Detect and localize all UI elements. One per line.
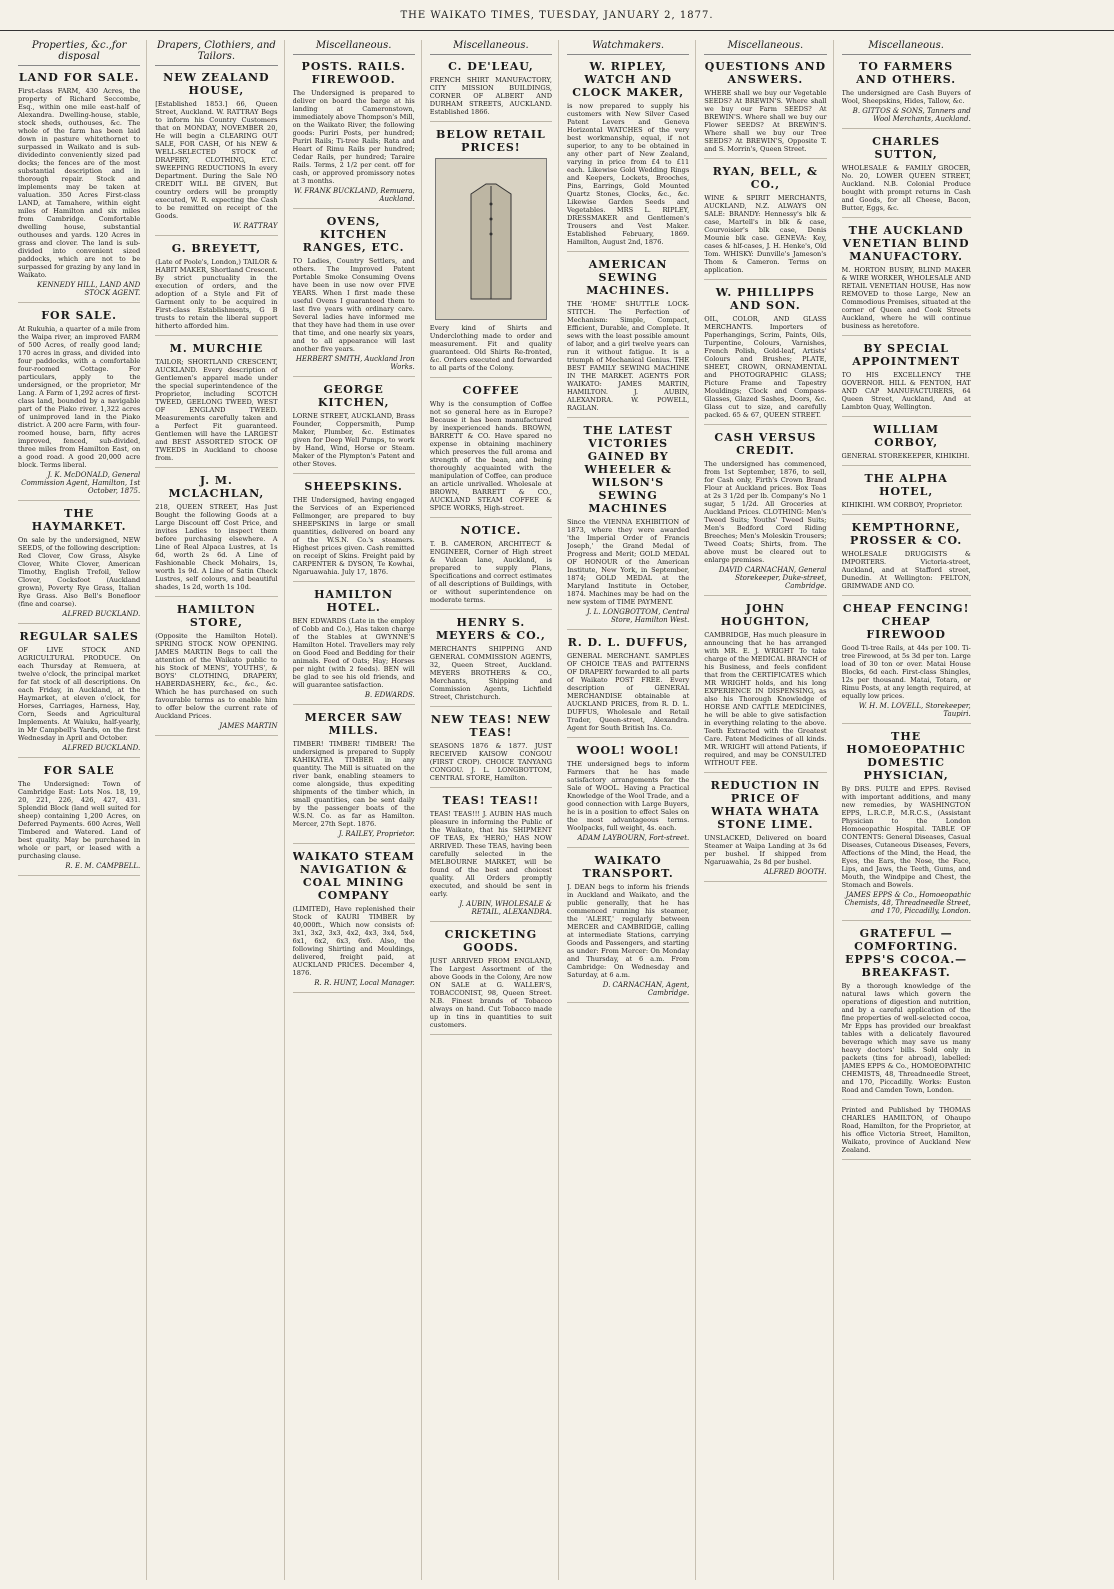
advertisement-body: M. HORTON BUSBY, BLIND MAKER & WIRE WORKER, WHOLESALE AND RETAIL VENETIAN HOUSE, Has now REMOVED to those Large, New an Commodious Premises, situated at the corner of Queen and Cook Streets Auckland, where he will continue business as heretofore. [841,266,971,330]
advertisement [842,342,971,417]
advertisement [567,636,689,738]
advertisement-body: FRENCH SHIRT MANUFACTORY, CITY MISSION BUILDINGS, CORNER OF ALBERT AND DURHAM STREETS, AUCKLAND. Established 1866. [429,76,552,116]
advertisement-body: LORNE STREET, AUCKLAND, Brass Founder, Coppersmith, Pump Maker, Plumber, &c. Estimates given for Deep Well Pumps, to work by Hand, Wind, Horse or Steam. Maker of the Plympton's Patent and other Stoves. [292,412,415,468]
advertisement-title: THE AUCKLAND VENETIAN BLIND MANUFACTORY. [842,224,970,263]
advertisement-signature: ADAM LAYBOURN, Fort-street. [577,834,690,842]
advertisement-title: WAIKATO TRANSPORT. [582,854,674,880]
advertisement [293,480,415,582]
advertisement-body: GENERAL MERCHANT. SAMPLES OF CHOICE TEAS and PATTERNS OF DRAPERY forwarded to all parts of Waikato POST FREE. Every description of GENERAL MERCHANDISE obtainable at AUCKLAND PRICES, from R. D. L. DUFFUS, Wholesale and Retail Trader, Queen-street, Alexandra. Agent for South British Ins. Co. [567,652,690,732]
advertisement [704,431,826,596]
advertisement-signature: HERBERT SMITH, Auckland Iron Works. [295,355,415,371]
advertisement-body: TO Ladies, Country Settlers, and others. The Improved Patent Portable Smoke Consuming Ovens have been in use now over FIVE YEARS. When I first made these useful Ovens I guaranteed them to last five years with ordinary care. Several ladies have informed me that they have had them in use over that time, and one nearly six years, and to all appearance will last another five years. [292,257,415,353]
advertisement-title: POSTS. RAILS. FIREWOOD. [301,60,406,86]
advertisement [430,928,552,1035]
advertisement-body: Every kind of Shirts and Underclothing made to order and measurement. Fit and quality guaranteed. Old Shirts Re-fronted, &c. Orders executed and forwarded to all parts of the Colony. [429,324,552,372]
advertisement [842,730,971,921]
advertisement-title: LAND FOR SALE. [18,71,140,84]
advertisement [567,258,689,418]
advertisement-body: By a thorough knowledge of the natural laws which govern the operations of digestion and nutrition, and by a careful application of the fine properties of well-selected cocoa, Mr Epps has provided our breakfast tables with a delicately flavoured beverage which may save us many heavy doctors' bills. Sold only in packets (tins for abroad), labelled: JAMES EPPS & Co., HOMOEOPATHIC CHEMISTS, 48, Threadneedle Street, and 170, Piccadilly. Works: Euston Road and Camden Town, London. [841,982,971,1094]
advertisement-title: RYAN, BELL, & CO., [712,165,818,191]
advertisement-body: J. DEAN begs to inform his friends in Auckland and Waikato, and the public generally, that he has commenced running his steamer, the 'ALERT,' regularly between MERCER and CAMBRIDGE, calling at intermediate Stations, carrying Goods and Passengers, and starting as under: From Mercer: On Monday and Thursday, at 6 a.m. From Cambridge: On Wednesday and Saturday, at 6 a.m. [567,883,690,979]
advertisement-title: HAMILTON HOTEL. [314,588,394,614]
advertisement-title: NEW ZEALAND HOUSE, [163,71,270,97]
advertisement [704,60,826,159]
column-3 [293,40,422,1580]
advertisement-signature: ALFRED BOOTH. [763,868,827,876]
advertisement [567,424,689,630]
advertisement-title: HENRY S. MEYERS & CO., [435,616,546,642]
advertisement-body: On sale by the undersigned, NEW SEEDS, of the following description: Red Clover, Cow Grass, Alsyke Clover, White Clover, American Timothy, English Trefoil, Yellow Clover, Cocksfoot (Auckland grown), Poverty Rye Grass, Italian Rye Grass. Also Bell's Bonefloor (fine and coarse). [18,536,141,608]
advertisement-body: CAMBRIDGE, Has much pleasure in announcing that he has arranged with MR. E. J. WRIGHT To take charge of the MEDICAL BRANCH of his Business, and feels confident that from the CERTIFICATES which MR WRIGHT holds, and his long EXPERIENCE IN DISPENSING, as also his Thorough Knowledge of HORSE AND CATTLE MEDICINES, he will be able to give satisfaction in everything relating to the above. Teeth Extracted with the Greatest Care. Patent Medicines of all kinds. MR. WRIGHT will attend Patients, if required, and may be CONSULTED WITHOUT FEE. [704,631,827,767]
advertisement-title: SHEEPSKINS. [304,480,403,493]
advertisement-title: MERCER SAW MILLS. [304,711,403,737]
advertisement [842,423,971,466]
advertisement-title: AMERICAN SEWING MACHINES. [586,258,671,297]
advertisement-body: By DRS. PULTE and EPPS. Revised with important additions, and many new remedies, by WASHINGTON EPPS, L.R.C.P., M.R.C.S., (Assistant Physician to the London Homoeopathic Hospital. TABLE OF CONTENTS: General Diseases, Casual Diseases, Cutaneous Diseases, Fevers, Affections of the Mind, the Head, the Eyes, the Ears, the Nose, the Face, Lips, and Jaws, the Teeth, Gums, and Mouth, the Windpipe and Chest, the Stomach and Bowels. [841,785,971,889]
advertisement-body: OIL, COLOR, AND GLASS MERCHANTS. Importers of Paperhangings, Scrim, Paints, Oils, Turpentine, Colours, Varnishes, French Polish, Gold-leaf, Artists' Colours and Brushes; PLATE, SHEET, CROWN, ORNAMENTAL and PHOTOGRAPHIC GLASS; Picture Frame and Tapestry Mouldings; Clock and Compass-Glasses, Glazed Sashes, Doors, &c. Glass cut to size, and carefully packed. 65 & 67, QUEEN STREET. [704,315,827,419]
advertisement [704,602,826,773]
advertisement-title: FOR SALE. [41,309,118,322]
advertisement [704,286,826,425]
advertisement-signature: KENNEDY HILL, LAND AND STOCK AGENT. [37,281,141,297]
advertisement-body: GENERAL STOREKEEPER, KIHIKIHI. [841,452,970,460]
advertisement-title: KEMPTHORNE, PROSSER & CO. [849,521,963,547]
advertisement [567,60,689,252]
advertisement-title: THE LATEST VICTORIES GAINED BY WHEELER & WILSON'S SEWING MACHINES [583,424,673,515]
shirt-icon [461,174,521,304]
advertisement [704,165,826,280]
advertisement-body: WHOLESALE & FAMILY GROCER, No. 20, LOWER QUEEN STREET, Auckland. N.B. Colonial Produce bought with prompt returns in Cash and Goods, for all Cheese, Bacon, Butter, Eggs, &c. [841,164,971,212]
advertisement-title: REGULAR SALES [19,630,139,643]
column-heading: Properties, &c.,for disposal [18,40,140,66]
advertisement-title: COFFEE [462,384,520,397]
advertisement [18,630,140,758]
advertisement-title: FOR SALE [43,764,115,777]
advertisement-title: NOTICE. [460,524,522,537]
advertisement [430,524,552,610]
advertisement-signature: B. EDWARDS. [364,691,415,699]
advertisement-body: The Undersigned is prepared to deliver on board the barge at his landing at Cameronstown, immediately above Thompson's Mill, on the Waikato River, the following goods: Puriri Posts, per hundred; Puriri Rails; Ti-tree Rails; Rata and Heart of Rimu Rails per hundred; Cedar Rails, per hundred; Taraire Rails. Terms, 2 1/2 per cent. off for cash, or approved promissory notes at 3 months. [292,89,415,185]
column-heading: Watchmakers. [567,40,689,55]
column-heading: Miscellaneous. [293,40,415,55]
advertisement-title: BELOW RETAIL PRICES! [436,128,546,154]
column-7 [842,40,971,1580]
advertisement-signature: JAMES EPPS & Co., Homoeopathic Chemists, 48, Threadneedle Street, and 170, Piccadilly, London. [844,891,971,915]
advertisement-title: CRICKETING GOODS. [444,928,538,954]
advertisement-title: GRATEFUL — COMFORTING. EPPS'S COCOA.—BREAKFAST. [845,927,968,979]
advertisement-body: THE undersigned begs to inform Farmers that he has made satisfactory arrangements for the Sale of WOOL. Having a Practical Knowledge of the Wool Trade, and a good connection with Large Buyers, he is in a position to effect Sales on the most advantageous terms. Woolpacks, full weight, 4s. each. [567,760,690,832]
advertisement-body: At Rukuhia, a quarter of a mile from the Waipa river, an improved FARM of 500 Acres, of really good land; 170 acres in grass, and divided into four paddocks, with a comfortable four-roomed Cottage. For particulars, apply to the undersigned, or the proprietor, Mr Lang. A Farm of 1,292 acres of first-class land, bounded by a navigable part of the Piako river. 1,322 acres of unimproved land in the Piako district. A 200 acre Farm, with four-roomed house, barn, fifty acres improved, fenced, sub-divided, three miles from Hamilton East, on a good road. A good 20,000 acre block. Terms liberal. [18,325,141,469]
advertisement-signature: ALFRED BUCKLAND. [62,610,141,618]
advertisement-body: TAILOR; SHORTLAND CRESCENT, AUCKLAND. Every description of Gentlemen's apparel made under the special superintendence of the Proprietor, including SCOTCH TWEED, GEELONG TWEED, WEST OF ENGLAND TWEED. Measurements carefully taken and a Perfect Fit guaranteed. Gentlemen will have the LARGEST and BEST ASSORTED STOCK OF TWEEDS in Auckland to choose from. [155,358,278,462]
advertisement-body: WHOLESALE DRUGGISTS & IMPORTERS. Victoria-street, Auckland, and at Stafford street, Dunedin. At Wellington: FELTON, GRIMWADE AND CO. [841,550,971,590]
advertisement-title: REDUCTION IN PRICE OF WHATA WHATA STONE LIME. [710,779,821,831]
advertisement [293,383,415,474]
advertisement-title: R. D. L. DUFFUS, [567,636,689,649]
column-5 [567,40,696,1580]
column-heading: Drapers, Clothiers, and Tailors. [155,40,277,66]
advertisement-signature: J. L. LONGBOTTOM, Central Store, Hamilton West. [586,608,690,624]
advertisement-body: THE 'HOME' SHUTTLE LOCK-STITCH. The Perfection of Mechanism: Simple, Compact, Efficient, Durable, and Complete. It sews with the least possible amount of labor, and a girl twelve years can run it without fatigue. It is a triumph of Mechanical Genius. THE BEST FAMILY SEWING MACHINE IN THE MARKET. AGENTS FOR WAIKATO: JAMES MARTIN, HAMILTON. J. AUBIN, ALEXANDRA. W. POWELL, RAGLAN. [567,300,690,412]
advertisement-body: BEN EDWARDS (Late in the employ of Cobb and Co.), Has taken charge of the Stables at GWYNNE'S Hamilton Hotel. Travellers may rely on Good Feed and Bedding for their animals. Feed of Oats; Hay; Horses per night (with 2 feeds). BEN will be glad to see his old friends, and will guarantee satisfaction. [292,617,415,689]
advertisement [155,71,277,236]
advertisement-title: WOOL! WOOL! [576,744,680,757]
advertisement-title: J. M. MCLACHLAN, [168,474,265,500]
advertisement-body: Printed and Published by THOMAS CHARLES HAMILTON, of Ohaupo Road, Hamilton, for the Proprietor, at his office Victoria Street, Hamilton, Waikato, province of Auckland New Zealand. [841,1106,971,1154]
advertisement [430,616,552,707]
advertisement-body: First-class FARM, 430 Acres, the property of Richard Seccombe, Esq., within one mile east-half of Alexandra. Dwelling-house, stable, stock sheds, outhouses, &c. The whole of the farm has been laid down in pasture whitethornet to surpassed in Waikato and is sub-dividedinto conveniently sized pad docks; the fences are of the most substantial description and in thorough repair. Stock and implements may be taken at valuation. 350 Acres First-class LAND, at Tamahere, within eight miles of Hamilton and six miles from Cambridge. Comfortable dwelling house, substantial outhouses and yards. 120 Acres in grass and clover. The land is sub-divided into convenient sized paddocks, which are not to be surpassed for grazing by any land in Waikato. [18,87,141,279]
column-heading: Miscellaneous. [704,40,826,55]
column-2 [155,40,284,1580]
advertisement [18,764,140,876]
advertisement-body: UNSLACKED, Delivered on board Steamer at Waipa Landing at 3s 6d per bushel. If shipped from Ngaruawahia, 2s 8d per bushel. [704,834,827,866]
advertisement-body: (LIMITED), Have replenished their Stock of KAURI TIMBER by 40,000ft., Which now consists of: 3x1, 3x2, 3x3, 4x2, 4x3, 3x4, 5x4, 6x1, 6x2, 6x3, 6x6. Also, the following Shirting and Mouldings, delivered, freight paid, at AUCKLAND PRICES. December 4, 1876. [292,905,415,977]
advertisement [704,779,826,882]
advertisement-body: The Undersigned: Town of Cambridge East: Lots Nos. 18, 19, 20, 221, 226, 426, 427, 431. Splendid Block (land well suited for sheep) containing 1,200 Acres, on Deferred Payments. 600 Acres, Well Timbered and Watered. Land of best quality. May be purchased in whole or part, or leased with a purchasing clause. [18,780,141,860]
advertisement-body: The undersigned are Cash Buyers of Wool, Sheepskins, Hides, Tallow, &c. [841,89,971,105]
advertisement-title: JOHN HOUGHTON, [720,602,811,628]
advertisement [842,472,971,515]
advertisement-signature: J. K. McDONALD, General Commission Agent, Hamilton, 1st October, 1875. [21,471,141,495]
advertisement-body: (Opposite the Hamilton Hotel). SPRING STOCK NOW OPENING. JAMES MARTIN Begs to call the attention of the Waikato public to his Stock of MENS', YOUTHS', & BOYS' CLOTHING, DRAPERY, HABERDASHERY, &c., &c., &c. Which he has purchased on such favourable terms as to enable him to offer below the current rate of Auckland Prices. [155,632,278,720]
advertisement-signature: W. H. M. LOVELL, Storekeeper, Taupiri. [858,702,971,718]
advertisement [430,794,552,922]
advertisement [155,242,277,336]
column-heading: Miscellaneous. [842,40,971,55]
advertisement [155,342,277,468]
advertisement-title: C. DE'LEAU, [448,60,534,73]
advertisement-title: CHARLES SUTTON, [872,135,941,161]
advertisement [842,135,971,218]
advertisement-body: TO HIS EXCELLENCY THE GOVERNOR. HILL & FENTON, HAT AND CAP MANUFACTURERS, 64 Queen Street, Auckland, And at Lambton Quay, Wellington. [841,371,971,411]
column-heading: Miscellaneous. [430,40,552,55]
advertisement-title: WAIKATO STEAM NAVIGATION & COAL MINING COMPANY [292,850,415,902]
advertisement-title: HAMILTON STORE, [176,603,256,629]
advertisement-title: M. MURCHIE [169,342,264,355]
advertisement [842,224,971,336]
advertisement-title: TO FARMERS AND OTHERS. [856,60,957,86]
masthead: THE WAIKATO TIMES, TUESDAY, JANUARY 2, 1877. [0,0,1114,31]
advertisement-body: T. B. CAMERON, ARCHITECT & ENGINEER, Corner of High street & Vulcan lane, Auckland, is prepared to supply Plans, Specifications and correct estimates of all descriptions of Buildings, with or without superintendence on moderate terms. [429,540,552,604]
advertisement-signature: J. RAILEY, Proprietor. [338,830,415,838]
advertisement-body: Since the VIENNA EXHIBITION of 1873, where they were awarded 'the Imperial Order of Francis Joseph,' the Grand Medal of Progress and Merit; GOLD MEDAL OF HONOUR of the American Institute, New York, in September, 1874; GOLD MEDAL at the Maryland Institute in October, 1874. Machines may be had on the new system of TIME PAYMENT. [567,518,690,606]
advertisement [842,602,971,724]
advertisement-title: CASH VERSUS CREDIT. [714,431,817,457]
advertisement-signature: W. FRANK BUCKLAND, Remuera, Auckland. [293,187,415,203]
advertisement [155,474,277,597]
advertisement-body: The undersigned has commenced, from 1st September, 1876, to sell, for Cash only, Firth's Crown Brand Flour at Auckland prices. Box Teas at 2s 3 1/2d per lb. Company's No 1 sugar, 5 1/2d. All Groceries at Auckland Prices. CLOTHING: Men's Tweed Suits; Youths' Tweed Suits; Men's Bedford Cord Riding Breeches; Men's Moleskin Trousers; Tweed Coats; Shirts, from. The above must be cleared out to enlarge premises. [704,460,827,564]
advertisement-body: [Established 1853.] 66, Queen Street, Auckland. W. RATTRAY Begs to inform his Country Customers that on MONDAY, NOVEMBER 20, He will begin a CLEARING OUT SALE, FOR CASH, Of his NEW & WELL-SELECTED STOCK of DRAPERY, CLOTHING, ETC. SWEEPING REDUCTIONS In every Department. During the Sale NO CREDIT WILL BE GIVEN, But country orders will be promptly executed, W. R. expecting the Cash to be remitted on receipt of the Goods. [155,100,278,220]
advertisement [293,588,415,705]
advertisement [567,854,689,1003]
advertisement-title: OVENS, KITCHEN RANGES, ETC. [302,215,405,254]
advertisement-title: GEORGE KITCHEN, [317,383,390,409]
advertisement [18,71,140,303]
advertisement-signature: D. CARNACHAN, Agent, Cambridge. [602,981,690,997]
advertisement-body: is now prepared to supply his customers with New Silver Cased Patent Levers and Geneva Horizontal WATCHES of the very best workmanship, equal, if not superior, to any to be obtained in any other part of New Zealand, varying in price from £4 to £11 each. Likewise Gold Wedding Rings and Keepers, Lockets, Brooches, Pins, Earrings, Gold Mounted Quartz Stones, Clocks, &c., &c. Likewise Garden Seeds and Vegetables. MRS L. RIPLEY, DRESSMAKER and Gentlemen's Trousers and Vest Maker. Established February, 1869. Hamilton, August 2nd, 1876. [567,102,690,246]
advertisement-signature: JAMES MARTIN [219,722,278,730]
advertisement [842,927,971,1100]
advertisement-title: THE ALPHA HOTEL, [864,472,948,498]
advertisement-signature: R. E. M. CAMPBELL. [65,862,141,870]
advertisement [155,603,277,736]
column-4 [430,40,559,1580]
advertisement [842,60,971,129]
advertisement-signature: J. AUBIN, WHOLESALE & RETAIL, ALEXANDRA. [459,900,552,916]
advertisement-body: WHERE shall we buy our Vegetable SEEDS? At BREWIN'S. Where shall we buy our Farm SEEDS? At BREWIN'S. Where shall we buy our Flower SEEDS? At BREWIN'S. Where shall we buy our Tree SEEDS? At BREWIN'S, Opposite T. and S. Morrin's, Queen Street. [704,89,827,153]
advertisement [842,521,971,596]
shirt-illustration [435,158,547,320]
advertisement-title: WILLIAM CORBOY, [873,423,940,449]
advertisement-body: Why is the consumption of Coffee not so general here as in Europe? Because it has been manufactured by inexperienced hands. BROWN, BARRETT & CO. Have spared no expense in obtaining machinery which preserves the full aroma and strength of the bean, and being thoroughly acquainted with the manipulation of Coffee, can produce an article unrivalled. Wholesale at BROWN, BARRETT & CO., AUCKLAND STEAM COFFEE & SPICE WORKS, High-street. [429,400,552,512]
advertisement-title: QUESTIONS AND ANSWERS. [704,60,827,86]
advertisement-title: CHEAP FENCING! CHEAP FIREWOOD [842,602,970,641]
column-6 [704,40,833,1580]
advertisement-title: W. PHILLIPPS AND SON. [715,286,815,312]
advertisement [293,850,415,993]
advertisement-body: THE Undersigned, having engaged the Services of an Experienced Fellmonger, are prepared to buy SHEEPSKINS in large or small quantities, delivered on board any of the W.S.N. Co.'s steamers. Highest prices given. Cash remitted on receipt of Skins. Freight paid by CARPENTER & DYSON, Te Kowhai, Ngaruawahia. July 17, 1876. [292,496,415,576]
advertisement-body: JUST ARRIVED FROM ENGLAND, The Largest Assortment of the above Goods in the Colony, Are now ON SALE at G. WALLER'S, TOBACCONIST, 98, Queen Street. N.B. Finest brands of Tobacco always on hand. Cut Tobacco made up in tins in quantities to suit customers. [429,957,552,1029]
advertisement-title: W. RIPLEY, WATCH AND CLOCK MAKER, [572,60,685,99]
advertisement [567,744,689,848]
advertisement-body: OF LIVE STOCK AND AGRICULTURAL PRODUCE. On each Thursday at Remuera, at twelve o'clock, the principal market for fat stock of all descriptions. On each Friday, in Auckland, at the Haymarket, at eleven o'clock, for Horses, Carriages, Harness, Hay, Corn, Seeds and Agricultural Implements. At Waiuku, half-yearly, in Mr Campbell's Yards, on the first Wednesday in April and October. [18,646,141,742]
advertisement-title: NEW TEAS! NEW TEAS! [430,713,551,739]
advertisement [293,215,415,377]
advertisement-body: KIHIKIHI. WM CORBOY, Proprietor. [841,501,963,509]
advertisement [18,507,140,624]
advertisement-body: MERCHANTS SHIPPING AND GENERAL COMMISSION AGENTS, 32, Queen Street, Auckland. MEYERS BROTHERS & CO., Merchants, Shipping and Commission Agents, Lichfield Street, Christchurch. [429,645,552,701]
advertisement-signature: ALFRED BUCKLAND. [62,744,141,752]
advertisement-body: SEASONS 1876 & 1877. JUST RECEIVED KAISOW CONGOU (FIRST CROP). CHOICE TANYANG CONGOU. J. L. LONGBOTTOM, CENTRAL STORE, Hamilton. [429,742,552,782]
advertisement [293,60,415,209]
advertisement [430,128,552,378]
advertisement [430,713,552,788]
advertisement-title: THE HAYMARKET. [31,507,127,533]
columns [18,40,1108,1580]
advertisement-body: TIMBER! TIMBER! TIMBER! The undersigned is prepared to Supply KAHIKATEA TIMBER in any quantity. The Mill is situated on the river bank, enabling steamers to come alongside, thus expediting shipments of the timber which, in small quantities, can be sent daily by the passenger boats of the W.S.N. Co. as far as Hamilton. Mercer, 27th Sept. 1876. [292,740,415,828]
advertisement-body: WINE & SPIRIT MERCHANTS, AUCKLAND, N.Z. ALWAYS ON SALE: BRANDY: Hennessy's blk & case, Martell's in blk & case, Courvoisier's blk case, Denis Mounie blk case. GENEVA: Key, cases & hlf-cases, J. H. Henke's, Old Tom. WHISKY: Dunville's Jameson's Thom & Cameron. Terms on application. [704,194,827,274]
advertisement-body: TEAS! TEAS!!! J. AUBIN HAS much pleasure in informing the Public of the Waikato, that his SHIPMENT OF TEAS, Ex 'HERO,' HAS NOW ARRIVED. These TEAS, having been carefully selected in the MELBOURNE MARKET, will be found of the best and choicest quality. All Orders promptly executed, and should be sent in early. [429,810,552,898]
advertisement-title: TEAS! TEAS!! [442,794,540,807]
advertisement [293,711,415,844]
advertisement-title: G. BREYETT, [171,242,262,255]
advertisement-body: Good Ti-tree Rails, at 44s per 100. Ti-tree Firewood, at 5s 3d per ton. Large load of 30 ton or over. Matai House Blocks, 6d each. First-class Shingles, 12s per thousand. Matai, Totara, or Rimu Posts, at any length required, at equally low prices. [841,644,971,700]
advertisement-body: 218, QUEEN STREET, Has Just Bought the following Goods at a Large Discount off Cost Price, and invites Ladies to inspect them before purchasing elsewhere. A Line of Real Alpaca Lustres, at 1s 6d, worth 2s 6d. A Line of Fashionable Check Mohairs, 1s, worth 1s 9d. A Line of Satin Check Lustres, self colours, and beautiful shades, 1s 2d, worth 1s 10d. [155,503,278,591]
advertisement-signature: W. RATTRAY [233,222,278,230]
advertisement [430,384,552,518]
advertisement-title: BY SPECIAL APPOINTMENT [852,342,961,368]
column-1 [18,40,147,1580]
advertisement-signature: B. GITTOS & SONS, Tanners and Wool Merchants, Auckland. [852,107,971,123]
advertisement-signature: DAVID CARNACHAN, General Storekeeper, Duke-street, Cambridge. [718,566,827,590]
advertisement-body: (Late of Poole's, London,) TAILOR & HABIT MAKER, Shortland Crescent. By strict punctuality in the execution of orders, and the adoption of a Style and Fit of Garment only to be acquired in First-class Establishments, G B trusts to retain the liberal support hitherto afforded him. [155,258,278,330]
advertisement-signature: R. R. HUNT, Local Manager. [314,979,415,987]
advertisement [18,309,140,501]
advertisement [430,60,552,122]
advertisement-title: THE HOMOEOPATHIC DOMESTIC PHYSICIAN, [846,730,966,782]
advertisement [842,1106,971,1160]
